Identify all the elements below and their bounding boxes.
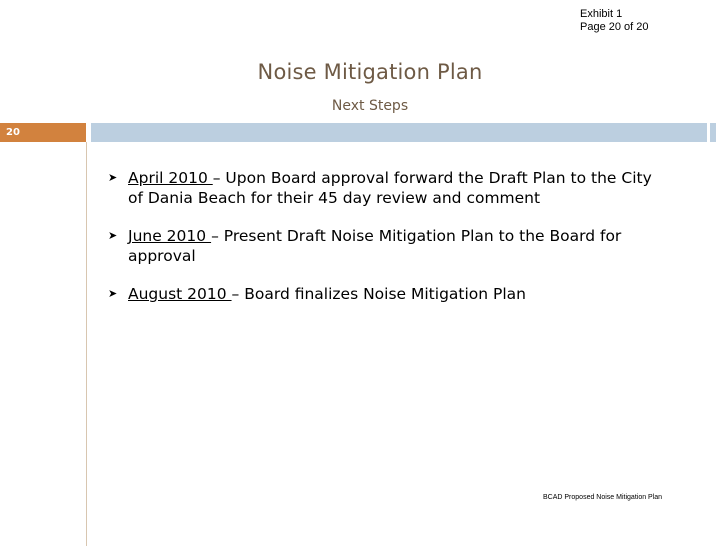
arrow-bullet-icon: ➤: [108, 229, 118, 242]
slide-title: Noise Mitigation Plan: [257, 60, 483, 84]
bullet-date: June 2010: [128, 227, 212, 245]
divider-line: [86, 142, 87, 546]
exhibit-number: Exhibit 1: [580, 8, 623, 20]
page-count: Page 20 of 20: [580, 21, 649, 33]
list-item: [104, 284, 664, 304]
list-item: [104, 168, 664, 208]
bullet-text: – Board finalizes Noise Mitigation Plan: [231, 285, 526, 303]
footer-text: BCAD Proposed Noise Mitigation Plan: [543, 494, 663, 501]
slide-number: 20: [6, 127, 20, 138]
header-bar-end: [710, 123, 716, 142]
arrow-bullet-icon: ➤: [108, 171, 118, 184]
exhibit-label: [580, 8, 649, 34]
bullet-list: [104, 168, 664, 322]
header-bar: [91, 123, 710, 142]
bullet-text: – Present Draft Noise Mitigation Plan to the Board for approval: [128, 227, 622, 265]
bullet-date: April 2010: [128, 169, 213, 187]
slide-number-bar: [0, 123, 86, 142]
bullet-text: – Upon Board approval forward the Draft Plan to the City of Dania Beach for their 45 day review and comment: [128, 169, 652, 207]
bullet-date: August 2010: [128, 285, 232, 303]
slide-subtitle: Next Steps: [331, 98, 409, 114]
list-item: [104, 226, 664, 266]
arrow-bullet-icon: ➤: [108, 287, 118, 300]
